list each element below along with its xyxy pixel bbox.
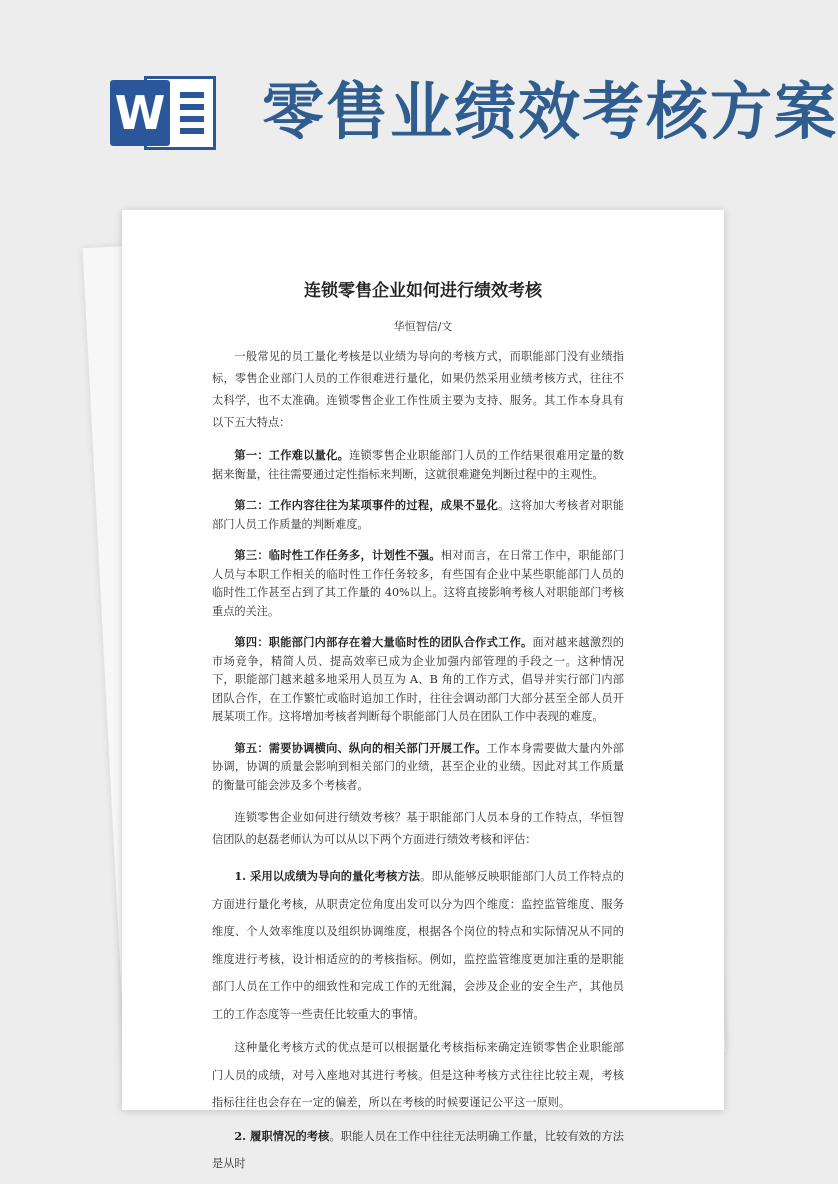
document-title: 连锁零售企业如何进行绩效考核 — [304, 281, 542, 301]
banner — [0, 0, 838, 185]
paragraph-point-2: 第二：工作内容往往为某项事件的过程，成果不显化。这将加大考核者对职能部门人员工作质量的判断难度。 — [212, 498, 624, 531]
paragraph-point-4: 第四：职能部门内部存在着大量临时性的团队合作式工作。面对越来越激烈的市场竞争，精简人员、提高效率已成为企业加强内部管理的手段之一。这种情况下，职能部门越来越多地采用人员互为 A、B 角的工作方式，倡导并实行部门内部团队合作，在工作繁忙或临时追加工作时，往往会调动部门大部分甚至全部人员开展某项工作。这将增加考核者判断每个职能部门人员在团队工作中表现的难度。 — [212, 635, 624, 723]
word-badge: W — [110, 80, 170, 146]
paragraph-point-5: 第五：需要协调横向、纵向的相关部门开展工作。工作本身需要做大量内外部协调，协调的质量会影响到相关部门的业绩，甚至企业的业绩。因此对其工作质量的衡量可能会涉及多个考核者。 — [212, 740, 624, 792]
word-document-icon — [110, 76, 216, 150]
document-author: 华恒智信/文 — [393, 320, 453, 333]
paragraph-method-intro: 连锁零售企业如何进行绩效考核？基于职能部门人员本身的工作特点，华恒智信团队的赵磊老师认为可以从以下两个方面进行绩效考核和评估： — [212, 811, 624, 846]
document-page — [122, 210, 724, 1170]
word-line-shape — [180, 104, 204, 110]
paragraph-method-1-note: 这种量化考核方式的优点是可以根据量化考核指标来确定连锁零售企业职能部门人员的成绩，对号入座地对其进行考核。但是这种考核方式往往比较主观，考核指标往往也会存在一定的偏差，所以在考核的时候要谨记公平这一原则。 — [212, 1041, 624, 1109]
banner-title: 零售业绩效考核方案 — [262, 75, 838, 148]
paragraph-point-1: 第一：工作难以量化。连锁零售企业职能部门人员的工作结果很难用定量的数据来衡量，往往需要通过定性指标来判断，这就很难避免判断过程中的主观性。 — [212, 448, 624, 481]
document-body — [212, 346, 624, 1184]
paragraph-point-3: 第三：临时性工作任务多，计划性不强。相对而言，在日常工作中，职能部门人员与本职工作相关的临时性工作任务较多，有些国有企业中某些职能部门人员的临时性工作甚至占到了其工作量的 40%以上。这将直接影响考核人对职能部门考核重点的关注。 — [212, 548, 624, 618]
word-line-shape — [180, 128, 204, 134]
word-line-shape — [180, 92, 204, 98]
paragraph-method-1: 1. 采用以成绩为导向的量化考核方法。即从能够反映职能部门人员工作特点的方面进行量化考核，从职责定位角度出发可以分为四个维度：监控监管维度、服务维度、个人效率维度以及组织协调维度，根据各个岗位的特点和实际情况从不同的维度进行考核，设计相适应的的考核指标。例如，监控监管维度更加注重的是职能部门人员在工作中的细致性和完成工作的无纰漏，会涉及企业的安全生产，其他员工的工作态度等一些责任比较重大的事情。 — [212, 869, 624, 1021]
paragraph-intro: 一般常见的员工量化考核是以业绩为导向的考核方式，而职能部门没有业绩指标，零售企业部门人员的工作很难进行量化，如果仍然采用业绩考核方式，往往不太科学，也不太准确。连锁零售企业工作性质主要为支持、服务。其工作本身具有以下五大特点： — [212, 350, 624, 429]
word-line-shape — [180, 116, 204, 122]
paragraph-method-2: 2. 履职情况的考核。职能人员在工作中往往无法明确工作量，比较有效的方法是从时 — [212, 1128, 624, 1170]
